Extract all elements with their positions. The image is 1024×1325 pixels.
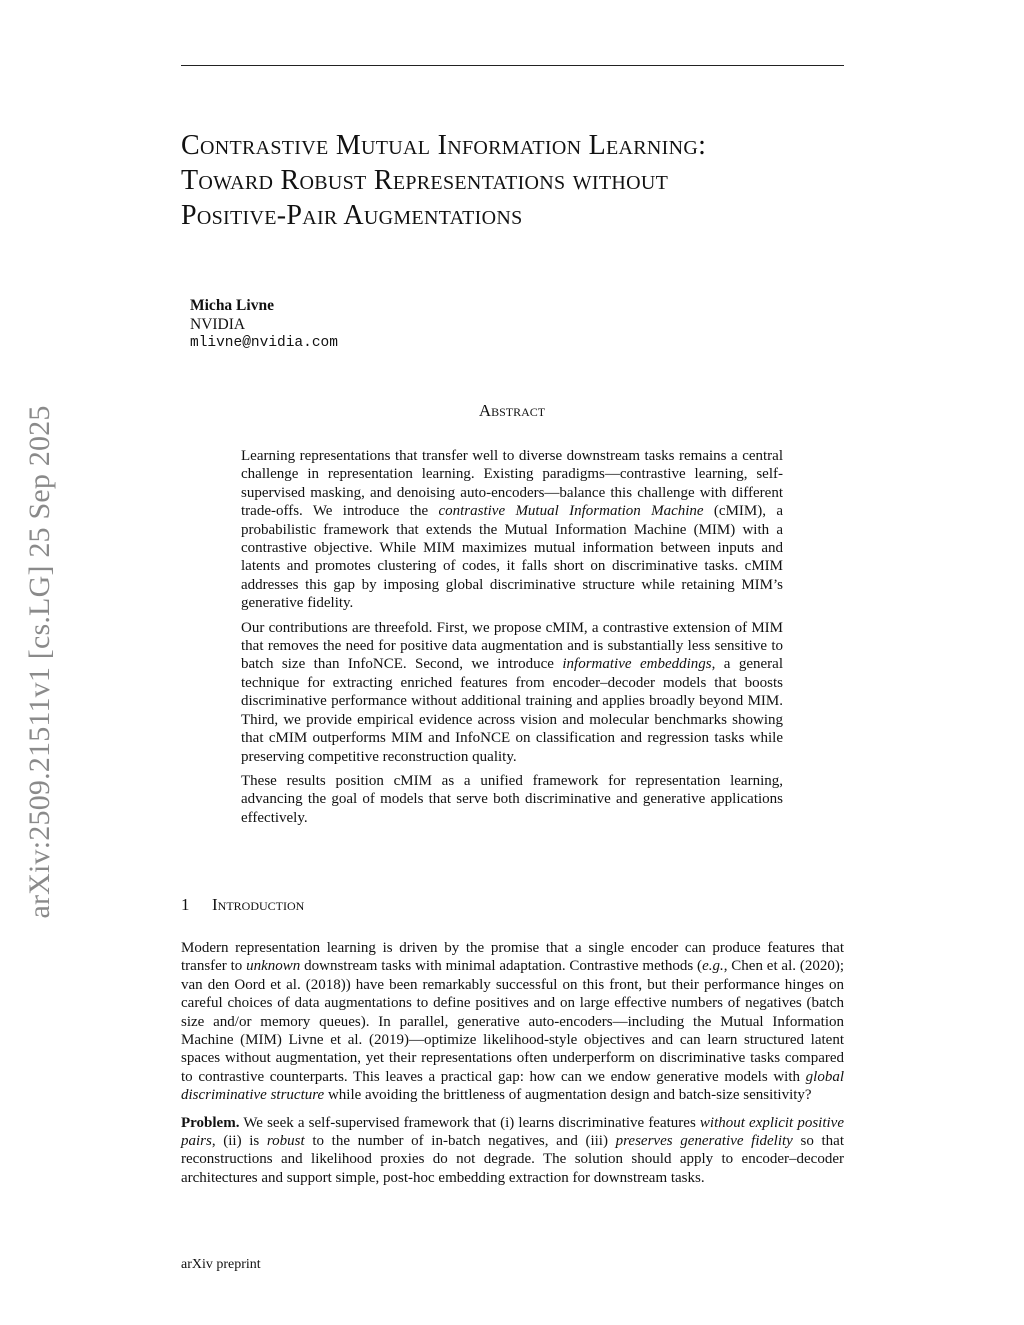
arxiv-identifier-stamp: arXiv:2509.21511v1 [cs.LG] 25 Sep 2025 xyxy=(23,405,56,919)
abstract-paragraph-2: Our contributions are threefold. First, we propose cMIM, a contrastive extension of MIM that removes the need for positive data augmentation and is substantially less sensitive to batch size than InfoNCE. Second, we introduce informative embeddings, a general technique for extracting enriched features from encoder–decoder models that boosts discriminative performance without additional training and applies broadly beyond MIM. Third, we provide empirical evidence across vision and molecular benchmarks showing that cMIM outperforms MIM and InfoNCE on classification and regression tasks while preserving competitive reconstruction quality. xyxy=(241,619,783,765)
author-block xyxy=(190,296,338,353)
abstract-paragraph-1: Learning representations that transfer well to diverse downstream tasks remains a central challenge in representation learning. Existing paradigms—contrastive learning, self-supervised masking, and denoising auto-encoders—balance this challenge with different trade-offs. We introduce the contrastive Mutual Information Machine (cMIM), a probabilistic framework that extends the Mutual Information Machine (MIM) with a contrastive objective. While MIM maximizes mutual information between inputs and latents and promotes clustering of codes, it falls short on discriminative tasks. cMIM addresses this gap by imposing global discriminative structure while retaining MIM’s generative fidelity. xyxy=(241,448,783,612)
abstract-body xyxy=(241,447,783,833)
title-line-3: Positive-Pair Augmentations xyxy=(181,200,523,231)
author-affiliation: NVIDIA xyxy=(190,316,246,333)
section-heading-introduction xyxy=(181,895,304,915)
title-line-2: Toward Robust Representations without xyxy=(181,165,669,196)
abstract-heading: Abstract xyxy=(478,401,546,420)
section-title: Introduction xyxy=(212,895,305,914)
author-name: Micha Livne xyxy=(190,297,274,314)
paper-title xyxy=(181,128,861,233)
author-email: mlivne@nvidia.com xyxy=(190,335,338,351)
intro-paragraph-problem: Problem. We seek a self-supervised framework that (i) learns discriminative features without explicit positive pairs, (ii) is robust to the number of in-batch negatives, and (iii) preserves generative fidelity so that reconstructions and likelihood proxies do not degrade. The solution should apply to encoder–decoder architectures and support simple, post-hoc embedding extraction for downstream tasks. xyxy=(181,1114,844,1186)
introduction-body xyxy=(181,939,844,1196)
intro-paragraph-1: Modern representation learning is driven by the promise that a single encoder can produce features that transfer to unknown downstream tasks with minimal adaptation. Contrastive methods (e.g., Chen et al. (2020); van den Oord et al. (2018)) have been remarkably successful on this front, but their performance hinges on careful choices of data augmentations to define positives and on large effective numbers of negatives (batch size and/or memory queues). In parallel, generative auto-encoders—including the Mutual Information Machine (MIM) Livne et al. (2019)—optimize likelihood-style objectives and can learn structured latent spaces without augmentation, yet their representations often underperform on discriminative tasks compared to contrastive counterparts. This leaves a practical gap: how can we endow generative models with global discriminative structure while avoiding the brittleness of augmentation design and batch-size sensitivity? xyxy=(181,940,844,1104)
problem-label: Problem. xyxy=(181,1114,240,1131)
title-line-1: Contrastive Mutual Information Learning: xyxy=(181,130,707,161)
section-number: 1 xyxy=(181,895,190,914)
footer-preprint-label: arXiv preprint xyxy=(181,1257,261,1272)
abstract-paragraph-3: These results position cMIM as a unified framework for representation learning, advancing the goal of models that serve both discriminative and generative applications effectively. xyxy=(241,772,783,826)
header-rule xyxy=(181,65,844,66)
